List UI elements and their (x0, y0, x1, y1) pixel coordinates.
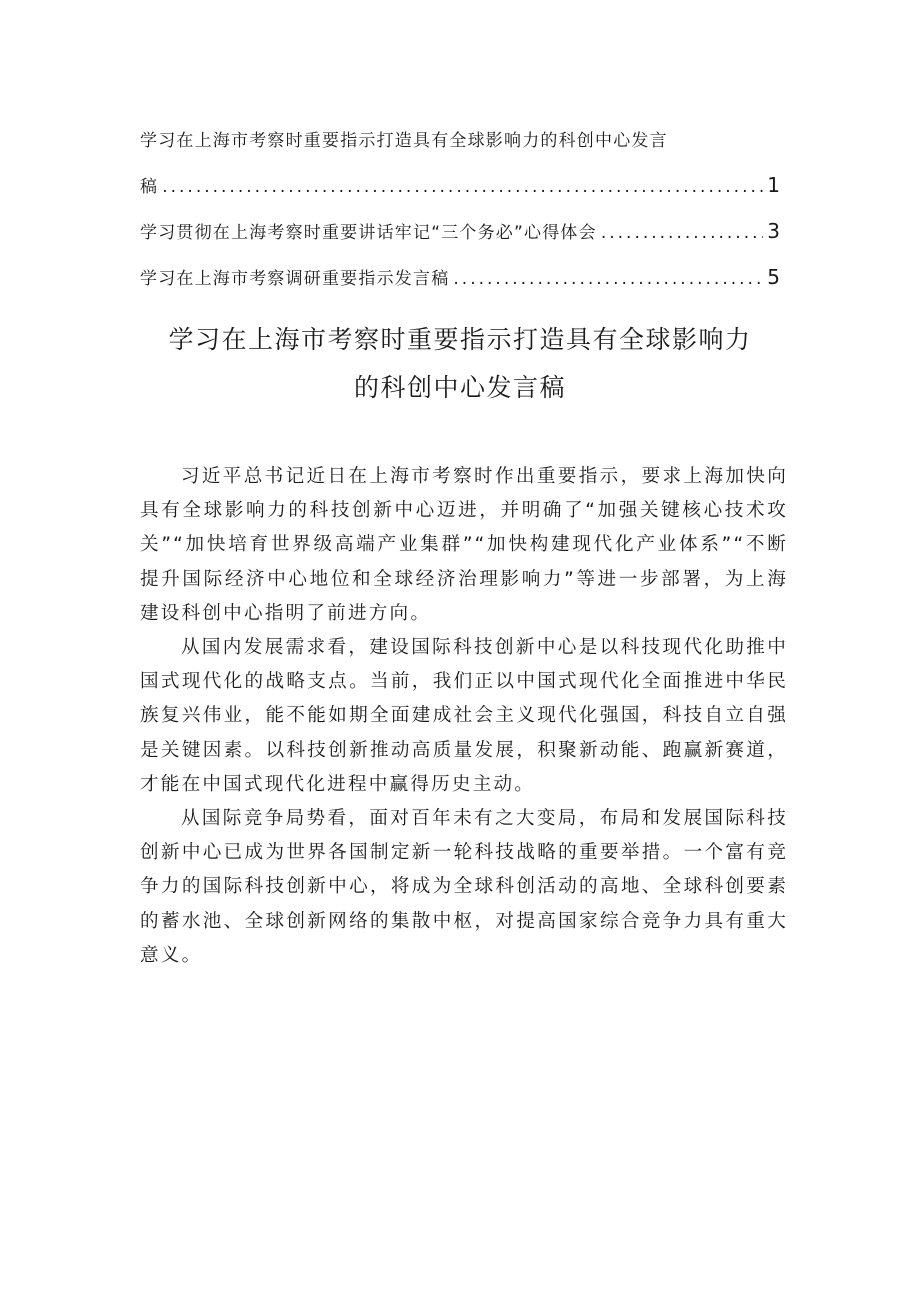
toc-leader-dots (162, 164, 763, 210)
body-paragraph-1: 习近平总书记近日在上海市考察时作出重要指示，要求上海加快向具有全球影响力的科技创新中心迈进，并明确了“加强关键核心技术攻关”“加快培育世界级高端产业集群”“加快构建现代化产业体系”“不断提升国际经济中心地位和全球经济治理影响力”等进一步部署，为上海建设科创中心指明了前进方向。 (140, 466, 788, 624)
toc-entry-3-page: 5 (767, 265, 780, 289)
toc-entry-1-line1 (140, 118, 780, 162)
body-paragraph-3: 从国际竞争局势看，面对百年未有之大变局，布局和发展国际科技创新中心已成为世界各国制定新一轮科技战略的重要举措。一个富有竞争力的国际科技创新中心，将成为全球科创活动的高地、全球科创要素的蓄水池、全球创新网络的集散中枢，对提高国家综合竞争力具有重大意义。 (140, 808, 788, 966)
toc-entry-2-title: 学习贯彻在上海考察时重要讲话牢记“三个务必”心得体会 (140, 223, 597, 243)
document-body (140, 460, 788, 973)
toc-entry-2-page: 3 (767, 219, 780, 243)
toc-entry-3[interactable] (140, 254, 780, 300)
toc-entry-2-line (140, 208, 780, 254)
toc-entry-1-page: 1 (767, 173, 780, 197)
toc-entry-1-title-line1: 学习在上海市考察时重要指示打造具有全球影响力的科创中心发言 (140, 131, 668, 151)
toc-entry-2[interactable] (140, 208, 780, 254)
toc-entry-1[interactable] (140, 118, 780, 208)
body-paragraph-2: 从国内发展需求看，建设国际科技创新中心是以科技现代化助推中国式现代化的战略支点。当前，我们正以中国式现代化全面推进中华民族复兴伟业，能不能如期全面建成社会主义现代化强国，科技自立自强是关键因素。以科技创新推动高质量发展，积聚新动能、跑赢新赛道，才能在中国式现代化进程中赢得历史主动。 (140, 637, 788, 795)
table-of-contents (140, 118, 780, 300)
toc-leader-dots (601, 210, 763, 256)
toc-entry-3-line (140, 254, 780, 300)
document-title (100, 316, 820, 412)
toc-entry-1-line2 (140, 162, 780, 208)
toc-leader-dots (453, 256, 763, 302)
toc-entry-3-title: 学习在上海市考察调研重要指示发言稿 (140, 269, 450, 289)
document-title-line1: 学习在上海市考察时重要指示打造具有全球影响力 (168, 325, 752, 354)
document-title-line2: 的科创中心发言稿 (353, 373, 566, 402)
toc-entry-1-title-line2: 稿 (140, 177, 159, 197)
